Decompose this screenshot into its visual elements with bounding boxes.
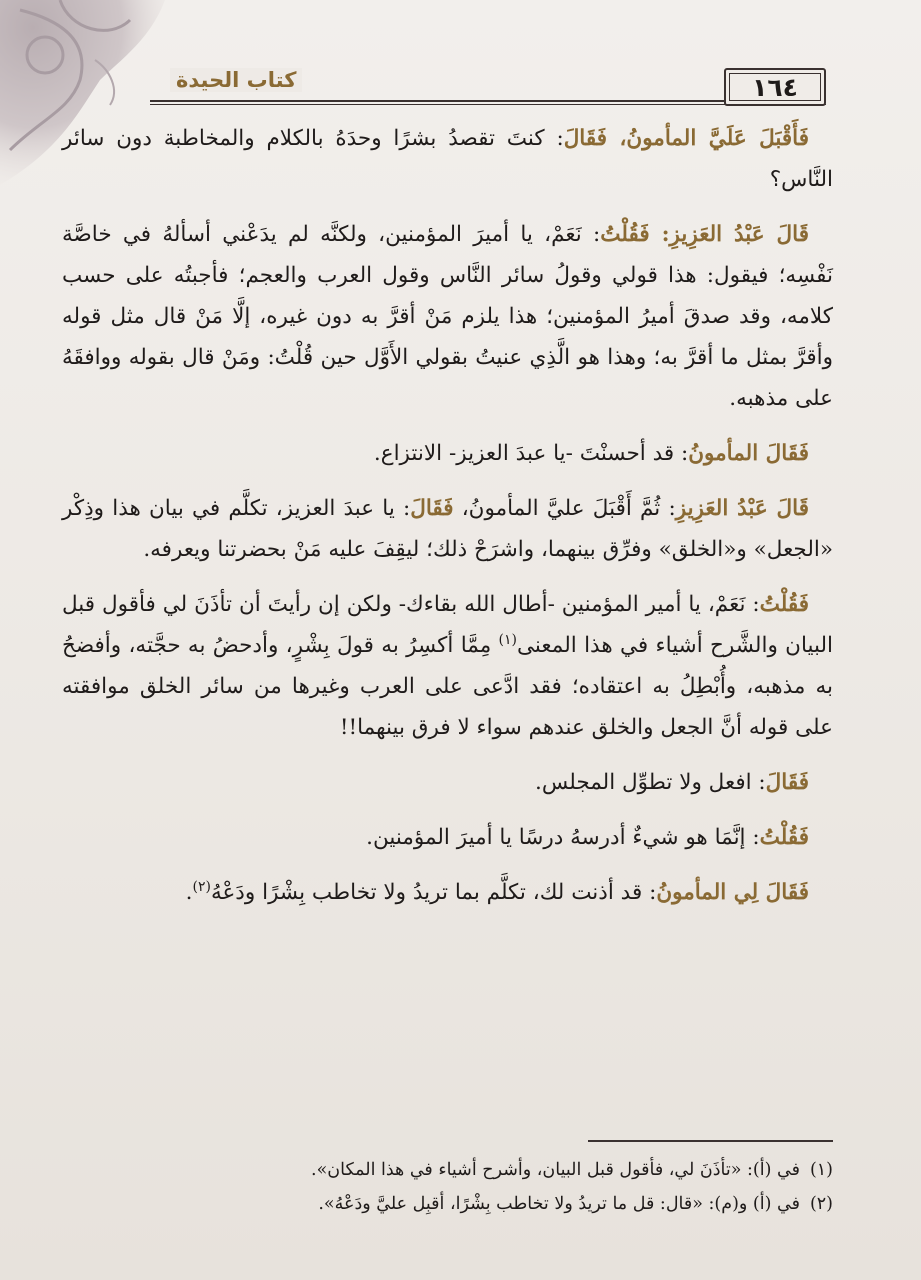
speaker-label: فَقُلْتُ <box>759 825 809 850</box>
footnote-separator <box>588 1140 833 1142</box>
paragraph-text: : إنَّمَا هو شيءٌ أدرسهُ درسًا يا أميرَ المؤمنين. <box>366 825 760 850</box>
paragraph-text: : قد أحسنْتَ -يا عبدَ العزيز- الانتزاع. <box>373 441 689 466</box>
paragraph-text: : افعل ولا تطوِّل المجلس. <box>534 770 766 795</box>
speaker-label: فَقَالَ <box>765 770 809 795</box>
footnote-reference: (٢) <box>192 878 211 895</box>
paragraph-text: . <box>185 880 193 905</box>
paragraph-text: : يا عبدَ العزيز، تكلَّم في بيان هذا وذِكْر «الجعل» و«الخلق» وفرِّق بينهما، واشرَحْ ذلك؛ ليقِفَ عليه مَنْ بحضرتنا ويعرفه. <box>62 496 833 562</box>
paragraph-text: : قد أذنت لك، تكلَّم بما تريدُ ولا تخاطب بِشْرًا ودَعْهُ <box>210 880 657 905</box>
paragraph <box>62 433 833 474</box>
paragraph <box>62 214 833 419</box>
speaker-label: قَالَ عَبْدُ العَزِيزِ: فَقُلْتُ <box>600 222 809 247</box>
page-number-box <box>724 68 826 106</box>
paragraph <box>62 762 833 803</box>
speaker-label: فَقُلْتُ <box>759 592 809 617</box>
footnote <box>62 1187 833 1221</box>
speaker-label: فَقَالَ المأمونُ <box>688 441 809 466</box>
footnote-number: (١) <box>809 1160 833 1180</box>
footnote-number: (٢) <box>809 1194 833 1214</box>
page-header <box>150 62 826 106</box>
speaker-label: فَقَالَ لِي المأمونُ <box>656 880 809 905</box>
paragraph <box>62 488 833 570</box>
footnote-text: في (أ) و(م): «قال: قل ما تريدُ ولا تخاطب بِشْرًا، أقبِل عليَّ ودَعْهُ». <box>318 1194 800 1214</box>
paragraph <box>62 872 833 913</box>
paragraph-text: مِمَّا أكسِرُ به قولَ بِشْرٍ، وأدحضُ به حجَّته، وأفضحُ به مذهبه، وأُبْطِلُ به اعتقاده؛ فقد ادَّعى على العرب وغيرها من سائر الخلق موافقته على قوله أنَّ الجعل والخلق عندهم سواء لا فرق بينهما!! <box>62 633 833 740</box>
paragraph-text: : ثُمَّ أَقْبَلَ عليَّ المأمونُ، <box>453 496 676 521</box>
paragraph <box>62 584 833 748</box>
paragraph-text: : نَعَمْ، يا أمير المؤمنين -أطال الله بقاءك- ولكن إن رأيتَ أن تأذَنَ لي فأقول قبل البيان والشَّرح أشياء في هذا المعنى <box>62 592 833 658</box>
footnote-text: في (أ): «تأذَنَ لي، فأقول قبل البيان، وأشرح أشياء في هذا المكان». <box>311 1160 800 1180</box>
speaker-label: قَالَ عَبْدُ العَزِيزِ <box>675 496 810 521</box>
speaker-label: فَقَالَ <box>410 496 454 521</box>
footnotes <box>62 1153 833 1221</box>
main-text <box>62 118 833 927</box>
footnote-reference: (١) <box>498 631 518 648</box>
paragraph <box>62 118 833 200</box>
book-title: كتاب الحيدة <box>170 68 302 92</box>
page-number: ١٦٤ <box>752 72 798 102</box>
paragraph-text: : نَعَمْ، يا أميرَ المؤمنين، ولكنَّه لم يدَعْني أسألهُ في خاصَّة نَفْسِه؛ فيقول: هذا قولي وقولُ سائر النَّاس وقول العرب والعجم؛ فأجبتُه على حسب كلامه، وقد صدقَ أميرُ المؤمنين؛ هذا يلزم مَنْ أقرَّ به دون غيره، إلَّا مَنْ قال مثل قوله وأقرَّ بمثل ما أقرَّ به؛ وهذا هو الَّذِي عنيتُ بقولي الأَوَّل حين قُلْتُ: ومَنْ قال بقوله ووافقَهُ على مذهبه. <box>62 222 833 411</box>
paragraph <box>62 817 833 858</box>
paragraph-text: : كنتَ تقصدُ بشرًا وحدَهُ بالكلام والمخاطبة دون سائر النَّاس؟ <box>62 126 833 192</box>
footnote <box>62 1153 833 1187</box>
speaker-label: فَأَقْبَلَ عَلَيَّ المأمونُ، فَقَالَ <box>563 126 809 151</box>
